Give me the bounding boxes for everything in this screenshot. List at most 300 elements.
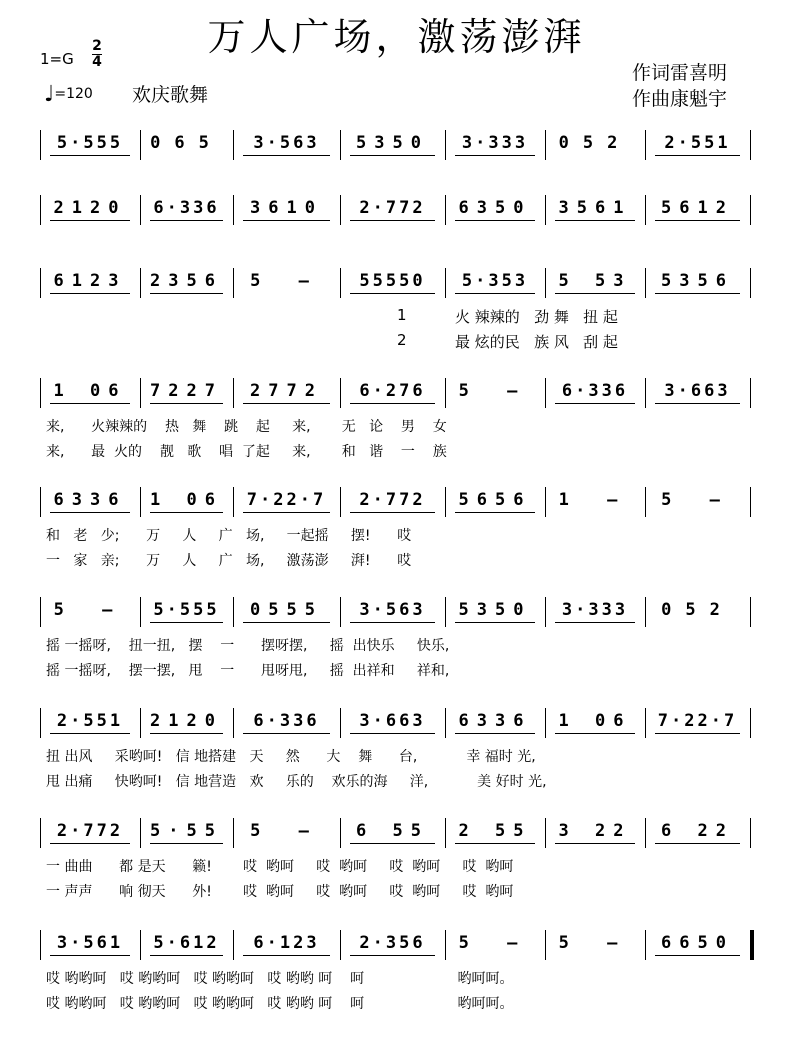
bar-line bbox=[750, 195, 751, 225]
measure bbox=[451, 271, 539, 301]
measure bbox=[146, 490, 227, 520]
lyric-line bbox=[0, 993, 793, 1013]
measure bbox=[239, 711, 334, 741]
note-group: 3·333 bbox=[461, 133, 529, 153]
bar-line bbox=[340, 487, 341, 517]
lyric-line bbox=[0, 416, 793, 436]
measure bbox=[46, 933, 134, 963]
note-group: 5·55 bbox=[150, 821, 223, 841]
note-group: 6 55 bbox=[356, 821, 429, 841]
measure bbox=[651, 271, 744, 301]
lyric-line bbox=[0, 635, 793, 655]
measure bbox=[551, 490, 639, 520]
underline-beam bbox=[455, 293, 535, 294]
lyric-line bbox=[0, 525, 793, 545]
underline-beam bbox=[243, 220, 330, 221]
note-group: 5 – bbox=[558, 933, 632, 953]
bar-line bbox=[645, 378, 646, 408]
underline-beam bbox=[655, 220, 740, 221]
measure bbox=[146, 133, 227, 163]
underline-beam bbox=[150, 622, 223, 623]
underline-beam bbox=[150, 220, 223, 221]
bar-line bbox=[750, 818, 751, 848]
bar-line bbox=[545, 195, 546, 225]
underline-beam bbox=[350, 220, 435, 221]
lyric-text: 一 曲曲 都 是天 籁! 哎 哟呵 哎 哟呵 哎 哟呵 哎 哟呵 bbox=[46, 859, 514, 875]
measure bbox=[239, 600, 334, 630]
note-group: 5656 bbox=[458, 490, 532, 510]
note-group: 55550 bbox=[359, 271, 426, 291]
measure bbox=[46, 821, 134, 851]
underline-beam bbox=[455, 220, 535, 221]
note-group: 2356 bbox=[150, 271, 223, 291]
lyric-text: 火 辣辣的 劲 舞 扭 起 bbox=[455, 308, 618, 326]
underline-beam bbox=[243, 733, 330, 734]
underline-beam bbox=[150, 733, 223, 734]
bar-line bbox=[340, 597, 341, 627]
note-group: 5 – bbox=[458, 381, 532, 401]
bar-line bbox=[40, 597, 41, 627]
note-group: 2·551 bbox=[56, 711, 124, 731]
underline-beam bbox=[50, 403, 130, 404]
bar-line bbox=[545, 818, 546, 848]
bar-line bbox=[750, 487, 751, 517]
measure bbox=[346, 711, 439, 741]
measure bbox=[451, 711, 539, 741]
underline-beam bbox=[350, 512, 435, 513]
notation-row bbox=[0, 378, 793, 418]
bar-line bbox=[340, 268, 341, 298]
underline-beam bbox=[655, 733, 740, 734]
key-signature: 1=G bbox=[40, 50, 74, 68]
measure bbox=[46, 600, 134, 630]
note-group: 6·123 bbox=[253, 933, 320, 953]
measure bbox=[551, 600, 639, 630]
note-group: 5350 bbox=[458, 600, 532, 620]
underline-beam bbox=[655, 955, 740, 956]
bar-line bbox=[545, 378, 546, 408]
underline-beam bbox=[350, 733, 435, 734]
bar-line bbox=[445, 268, 446, 298]
notation-row bbox=[0, 930, 793, 970]
measure bbox=[451, 133, 539, 163]
note-group: 6·336 bbox=[153, 198, 220, 218]
underline-beam bbox=[243, 403, 330, 404]
lyric-line bbox=[0, 331, 793, 351]
note-group: 065 bbox=[150, 133, 223, 153]
measure bbox=[551, 271, 639, 301]
bar-line bbox=[645, 597, 646, 627]
lyricist-credit: 作词雷喜明 bbox=[632, 62, 728, 84]
lyric-text: 一 家 亲; 万 人 广 场, 激荡澎 湃! 哎 bbox=[46, 553, 412, 569]
underline-beam bbox=[350, 155, 435, 156]
underline-beam bbox=[150, 843, 223, 844]
measure bbox=[346, 600, 439, 630]
bar-line bbox=[233, 487, 234, 517]
bar-line bbox=[445, 597, 446, 627]
underline-beam bbox=[455, 843, 535, 844]
note-group: 6 22 bbox=[661, 821, 734, 841]
underline-beam bbox=[555, 622, 635, 623]
bar-line bbox=[140, 195, 141, 225]
bar-line bbox=[445, 818, 446, 848]
note-group: 5·612 bbox=[153, 933, 220, 953]
bar-line bbox=[545, 930, 546, 960]
underline-beam bbox=[243, 155, 330, 156]
note-group: 5 – bbox=[250, 271, 323, 291]
bar-line bbox=[750, 268, 751, 298]
note-group: 6336 bbox=[53, 490, 127, 510]
note-group: 3·563 bbox=[359, 600, 426, 620]
lyric-text: 哎 哟哟呵 哎 哟哟呵 哎 哟哟呵 哎 哟哟 呵 呵 哟呵呵。 bbox=[46, 996, 514, 1012]
bar-line bbox=[645, 487, 646, 517]
bar-line bbox=[233, 130, 234, 160]
note-group: 5·555 bbox=[153, 600, 220, 620]
bar-line bbox=[545, 708, 546, 738]
notation-row bbox=[0, 487, 793, 527]
bar-line bbox=[645, 818, 646, 848]
underline-beam bbox=[350, 403, 435, 404]
measure bbox=[346, 133, 439, 163]
note-group: 1 06 bbox=[150, 490, 223, 510]
measure bbox=[346, 198, 439, 228]
measure bbox=[146, 711, 227, 741]
measure bbox=[651, 933, 744, 963]
lyric-line bbox=[0, 881, 793, 901]
underline-beam bbox=[150, 955, 223, 956]
lyric-text: 一 声声 响 彻天 外! 哎 哟呵 哎 哟呵 哎 哟呵 哎 哟呵 bbox=[46, 884, 514, 900]
measure bbox=[146, 271, 227, 301]
measure bbox=[551, 381, 639, 411]
bar-line bbox=[445, 930, 446, 960]
bar-line bbox=[233, 818, 234, 848]
underline-beam bbox=[455, 733, 535, 734]
measure bbox=[239, 933, 334, 963]
song-title: 万人广场，激荡澎湃 bbox=[207, 15, 586, 59]
note-group: 2·356 bbox=[359, 933, 426, 953]
note-group: 052 bbox=[558, 133, 632, 153]
lyric-text: 最 炫的民 族 风 刮 起 bbox=[455, 333, 618, 351]
measure bbox=[146, 821, 227, 851]
bar-line bbox=[750, 378, 751, 408]
bar-line bbox=[445, 378, 446, 408]
lyric-line bbox=[0, 746, 793, 766]
measure bbox=[239, 381, 334, 411]
bar-line bbox=[445, 708, 446, 738]
bar-line bbox=[40, 930, 41, 960]
note-group: 2 55 bbox=[458, 821, 532, 841]
bar-line bbox=[545, 597, 546, 627]
note-group: 052 bbox=[661, 600, 734, 620]
underline-beam bbox=[243, 512, 330, 513]
lyric-line bbox=[0, 306, 793, 326]
measure bbox=[239, 271, 334, 301]
lyric-line bbox=[0, 441, 793, 461]
lyric-text: 摇 一摇呀, 摆一摆, 甩 一 甩呀甩, 摇 出祥和 祥和, bbox=[46, 663, 450, 679]
note-group: 2120 bbox=[150, 711, 223, 731]
measure bbox=[651, 133, 744, 163]
notation-row bbox=[0, 818, 793, 858]
notation-row bbox=[0, 195, 793, 235]
bar-line bbox=[340, 195, 341, 225]
bar-line bbox=[40, 268, 41, 298]
measure bbox=[551, 821, 639, 851]
lyric-line bbox=[0, 968, 793, 988]
lyric-text: 和 老 少; 万 人 广 场, 一起摇 摆! 哎 bbox=[46, 528, 412, 544]
bar-line bbox=[545, 268, 546, 298]
bar-line bbox=[233, 378, 234, 408]
bar-line bbox=[645, 195, 646, 225]
measure bbox=[239, 821, 334, 851]
underline-beam bbox=[150, 403, 223, 404]
lyric-line bbox=[0, 660, 793, 680]
notation-row bbox=[0, 268, 793, 308]
measure bbox=[651, 381, 744, 411]
underline-beam bbox=[555, 843, 635, 844]
note-group: 2·551 bbox=[664, 133, 731, 153]
measure bbox=[46, 490, 134, 520]
measure bbox=[346, 821, 439, 851]
bar-line bbox=[140, 487, 141, 517]
bar-line bbox=[140, 268, 141, 298]
underline-beam bbox=[350, 955, 435, 956]
note-group: 6350 bbox=[458, 198, 532, 218]
measure bbox=[451, 933, 539, 963]
note-group: 5 – bbox=[458, 933, 532, 953]
verse-number: 2 bbox=[397, 331, 407, 349]
note-group: 3·663 bbox=[359, 711, 426, 731]
bar-line bbox=[750, 930, 754, 960]
measure bbox=[146, 933, 227, 963]
bar-line bbox=[545, 487, 546, 517]
measure bbox=[551, 133, 639, 163]
bar-line bbox=[645, 930, 646, 960]
notation-row bbox=[0, 130, 793, 170]
tempo-value: =120 bbox=[54, 86, 93, 102]
note-group: 2·772 bbox=[56, 821, 124, 841]
measure bbox=[451, 600, 539, 630]
lyric-line bbox=[0, 856, 793, 876]
bar-line bbox=[40, 818, 41, 848]
bar-line bbox=[645, 130, 646, 160]
note-group: 6123 bbox=[53, 271, 127, 291]
bar-line bbox=[545, 130, 546, 160]
verse-number: 1 bbox=[397, 306, 407, 324]
measure bbox=[239, 133, 334, 163]
note-group: 6·336 bbox=[253, 711, 320, 731]
underline-beam bbox=[150, 293, 223, 294]
measure bbox=[46, 198, 134, 228]
note-group: 3 22 bbox=[558, 821, 632, 841]
note-group: 2772 bbox=[250, 381, 323, 401]
underline-beam bbox=[350, 293, 435, 294]
time-bottom: 4 bbox=[92, 54, 102, 70]
note-group: 2120 bbox=[53, 198, 127, 218]
note-group: 3·561 bbox=[56, 933, 124, 953]
note-group: 5612 bbox=[661, 198, 734, 218]
note-group: 1 06 bbox=[558, 711, 632, 731]
note-group: 6650 bbox=[661, 933, 734, 953]
style-marking: 欢庆歌舞 bbox=[132, 84, 209, 106]
measure bbox=[346, 381, 439, 411]
bar-line bbox=[40, 378, 41, 408]
bar-line bbox=[140, 130, 141, 160]
notation-row bbox=[0, 597, 793, 637]
underline-beam bbox=[50, 512, 130, 513]
underline-beam bbox=[243, 955, 330, 956]
note-group: 5356 bbox=[661, 271, 734, 291]
bar-line bbox=[645, 708, 646, 738]
note-group: 2·772 bbox=[359, 198, 426, 218]
bar-line bbox=[233, 195, 234, 225]
underline-beam bbox=[50, 220, 130, 221]
bar-line bbox=[750, 708, 751, 738]
lyric-text: 来, 火辣辣的 热 舞 跳 起 来, 无 论 男 女 bbox=[46, 419, 447, 435]
bar-line bbox=[445, 195, 446, 225]
note-group: 1 – bbox=[558, 490, 632, 510]
bar-line bbox=[140, 818, 141, 848]
measure bbox=[651, 821, 744, 851]
underline-beam bbox=[555, 733, 635, 734]
underline-beam bbox=[455, 622, 535, 623]
underline-beam bbox=[50, 955, 130, 956]
underline-beam bbox=[455, 155, 535, 156]
underline-beam bbox=[50, 843, 130, 844]
note-group: 5350 bbox=[356, 133, 429, 153]
note-group: 6336 bbox=[458, 711, 532, 731]
underline-beam bbox=[150, 512, 223, 513]
underline-beam bbox=[50, 155, 130, 156]
notation-row bbox=[0, 708, 793, 748]
underline-beam bbox=[655, 843, 740, 844]
bar-line bbox=[233, 708, 234, 738]
lyric-line bbox=[0, 550, 793, 570]
bar-line bbox=[340, 378, 341, 408]
note-group: 5 53 bbox=[558, 271, 632, 291]
measure bbox=[451, 821, 539, 851]
note-group: 3·333 bbox=[561, 600, 629, 620]
bar-line bbox=[445, 487, 446, 517]
tempo-marking bbox=[44, 82, 93, 107]
bar-line bbox=[340, 930, 341, 960]
bar-line bbox=[750, 130, 751, 160]
time-top: 2 bbox=[92, 38, 102, 54]
note-group: 7·22·7 bbox=[246, 490, 327, 510]
bar-line bbox=[40, 195, 41, 225]
measure bbox=[346, 490, 439, 520]
bar-line bbox=[340, 708, 341, 738]
composer-credit: 作曲康魁宇 bbox=[632, 88, 728, 110]
lyric-text: 哎 哟哟呵 哎 哟哟呵 哎 哟哟呵 哎 哟哟 呵 呵 哟呵呵。 bbox=[46, 971, 514, 987]
bar-line bbox=[233, 268, 234, 298]
bar-line bbox=[140, 708, 141, 738]
measure bbox=[46, 271, 134, 301]
note-group: 6·276 bbox=[359, 381, 426, 401]
time-signature bbox=[92, 40, 102, 69]
lyric-text: 甩 出痛 快哟呵! 信 地营造 欢 乐的 欢乐的海 洋, 美 好时 光, bbox=[46, 774, 547, 790]
measure bbox=[451, 490, 539, 520]
measure bbox=[551, 198, 639, 228]
note-group: 7227 bbox=[150, 381, 223, 401]
bar-line bbox=[750, 597, 751, 627]
bar-line bbox=[445, 130, 446, 160]
underline-beam bbox=[555, 403, 635, 404]
note-group: 5 – bbox=[661, 490, 734, 510]
bar-line bbox=[233, 930, 234, 960]
underline-beam bbox=[50, 293, 130, 294]
note-group: 2·772 bbox=[359, 490, 426, 510]
note-group: 5·555 bbox=[56, 133, 124, 153]
underline-beam bbox=[655, 155, 740, 156]
note-group: 1 06 bbox=[53, 381, 127, 401]
measure bbox=[651, 490, 744, 520]
underline-beam bbox=[350, 622, 435, 623]
underline-beam bbox=[555, 293, 635, 294]
underline-beam bbox=[350, 843, 435, 844]
measure bbox=[651, 600, 744, 630]
note-group: 3561 bbox=[558, 198, 632, 218]
bar-line bbox=[340, 818, 341, 848]
bar-line bbox=[233, 597, 234, 627]
bar-line bbox=[140, 597, 141, 627]
bar-line bbox=[645, 268, 646, 298]
measure bbox=[346, 933, 439, 963]
measure bbox=[551, 933, 639, 963]
underline-beam bbox=[455, 512, 535, 513]
measure bbox=[239, 490, 334, 520]
measure bbox=[146, 198, 227, 228]
note-group: 7·22·7 bbox=[657, 711, 738, 731]
underline-beam bbox=[50, 733, 130, 734]
underline-beam bbox=[555, 220, 635, 221]
measure bbox=[651, 711, 744, 741]
bar-line bbox=[40, 708, 41, 738]
underline-beam bbox=[243, 622, 330, 623]
note-group: 0555 bbox=[250, 600, 323, 620]
bar-line bbox=[40, 130, 41, 160]
note-group: 5·353 bbox=[461, 271, 529, 291]
underline-beam bbox=[655, 403, 740, 404]
note-group: 3610 bbox=[250, 198, 323, 218]
note-group: 5 – bbox=[250, 821, 323, 841]
measure bbox=[346, 271, 439, 301]
bar-line bbox=[140, 378, 141, 408]
quarter-note-icon: ♩ bbox=[44, 82, 55, 107]
note-group: 5 – bbox=[53, 600, 127, 620]
bar-line bbox=[340, 130, 341, 160]
note-group: 3·663 bbox=[664, 381, 731, 401]
measure bbox=[239, 198, 334, 228]
measure bbox=[451, 198, 539, 228]
bar-line bbox=[140, 930, 141, 960]
measure bbox=[46, 381, 134, 411]
bar-line bbox=[40, 487, 41, 517]
measure bbox=[551, 711, 639, 741]
measure bbox=[46, 133, 134, 163]
underline-beam bbox=[655, 293, 740, 294]
measure bbox=[451, 381, 539, 411]
note-group: 3·563 bbox=[253, 133, 320, 153]
note-group: 6·336 bbox=[561, 381, 629, 401]
measure bbox=[146, 381, 227, 411]
measure bbox=[46, 711, 134, 741]
lyric-text: 来, 最 火的 靓 歌 唱 了起 来, 和 谐 一 族 bbox=[46, 444, 447, 460]
measure bbox=[651, 198, 744, 228]
measure bbox=[146, 600, 227, 630]
lyric-text: 扭 出风 采哟呵! 信 地搭建 天 然 大 舞 台, 幸 福时 光, bbox=[46, 749, 536, 765]
lyric-text: 摇 一摇呀, 扭一扭, 摆 一 摆呀摆, 摇 出快乐 快乐, bbox=[46, 638, 450, 654]
lyric-line bbox=[0, 771, 793, 791]
